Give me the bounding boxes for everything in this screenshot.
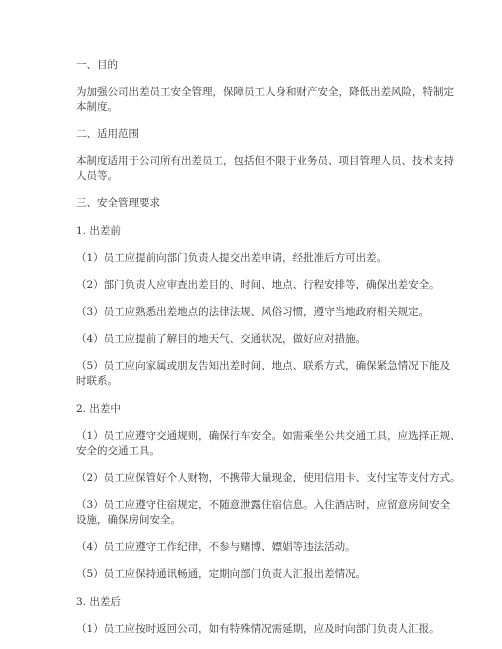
scope-paragraph <box>76 154 454 184</box>
subsection-heading-before-trip: 1. 出差前 <box>76 225 121 237</box>
list-item: （1）员工应提前向部门负责人提交出差申请，经批准后方可出差。 <box>76 252 388 264</box>
list-item: （2）部门负责人应审查出差目的、时间、地点、行程安排等，确保出差安全。 <box>76 279 440 291</box>
list-item-line: 时联系。 <box>76 375 118 387</box>
paragraph-line: 本制度适用于公司所有出差员工，包括但不限于业务员、项目管理人员、技术支持 <box>76 155 454 167</box>
list-item-line: （1）员工应遵守交通规则，确保行车安全。如需乘坐公共交通工具，应选择正规、 <box>76 430 461 442</box>
list-item: （5）员工应保持通讯畅通，定期向部门负责人汇报出差情况。 <box>76 568 367 580</box>
list-item-line: （5）员工应向家属或朋友告知出差时间、地点、联系方式，确保紧急情况下能及 <box>76 360 451 372</box>
section-heading-requirements: 三、安全管理要求 <box>76 197 160 209</box>
subsection-heading-after-trip: 3. 出差后 <box>76 596 121 608</box>
list-item: （2）员工应保管好个人财物，不携带大量现金，使用信用卡、支付宝等支付方式。 <box>76 472 461 484</box>
list-item: （4）员工应提前了解目的地天气、交通状况，做好应对措施。 <box>76 333 367 345</box>
subsection-heading-during-trip: 2. 出差中 <box>76 403 121 415</box>
list-item-line: 设施，确保房间安全。 <box>76 514 181 526</box>
list-item <box>76 498 451 528</box>
document-body <box>76 58 461 637</box>
section-heading-purpose: 一、目的 <box>76 59 118 71</box>
list-item <box>76 359 451 389</box>
paragraph-line: 本制度。 <box>76 101 118 113</box>
purpose-paragraph <box>76 85 454 115</box>
section-heading-scope: 二、适用范围 <box>76 128 139 140</box>
paragraph-line: 人员等。 <box>76 170 118 182</box>
list-item-line: 安全的交通工具。 <box>76 445 160 457</box>
list-item <box>76 429 461 459</box>
paragraph-line: 为加强公司出差员工安全管理，保障员工人身和财产安全，降低出差风险，特制定 <box>76 86 454 98</box>
list-item: （4）员工应遵守工作纪律，不参与赌博、嫖娼等违法活动。 <box>76 541 356 553</box>
list-item: （1）员工应按时返回公司，如有特殊情况需延期，应及时向部门负责人汇报。 <box>76 623 440 635</box>
list-item-line: （3）员工应遵守住宿规定，不随意泄露住宿信息。入住酒店时，应留意房间安全 <box>76 499 451 511</box>
list-item: （3）员工应熟悉出差地点的法律法规、风俗习惯，遵守当地政府相关规定。 <box>76 306 430 318</box>
